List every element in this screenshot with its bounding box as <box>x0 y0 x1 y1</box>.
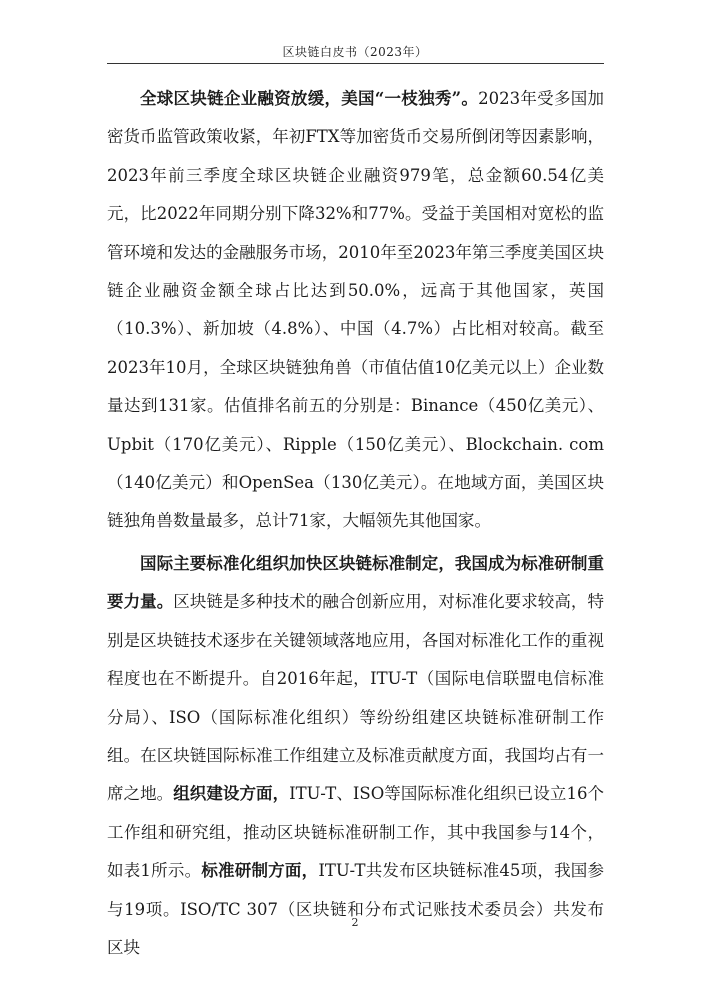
running-header: 区块链白皮书（2023年） <box>282 45 428 59</box>
paragraph-body-financing: 2023年受多国加密货币监管政策收紧，年初FTX等加密货币交易所倒闭等因素影响，2023年前三季度全球区块链企业融资979笔，总金额60.54亿美元，比2022年同期分别下降32%和77%。受益于美国相对宽松的监管环境和发达的金融服务市场，2010年至2023年第三季度美国区块链企业融资金额全球占比达到50.0%，远高于其他国家，英国（10.3%）、新加坡（4.8%）、中国（4.7%）占比相对较高。截至2023年10月，全球区块链独角兽（市值估值10亿美元以上）企业数量达到131家。估值排名前五的分别是：Binance（450亿美元）、Upbit（170亿美元）、Ripple（150亿美元）、Blockchain. com（140亿美元）和OpenSea（130亿美元）。在地域方面，美国区块链独角兽数量最多，总计71家，大幅领先其他国家。 <box>107 89 604 531</box>
paragraph-lead-financing: 全球区块链企业融资放缓，美国“一枝独秀”。 <box>140 89 479 108</box>
paragraph-body-standards-3: ITU-T共发布区块链标准45项，我国参与19项。ISO/TC 307（区块链和分布式记账技术委员会）共发布区块 <box>107 861 605 957</box>
document-body <box>107 80 604 967</box>
paragraph-lead-standards: 国际主要标准化组织加快区块链标准制定，我国成为标准研制重要力量。 <box>107 553 604 612</box>
paragraph-body-standards-2: ITU-T、ISO等国际标准化组织已设立16个工作组和研究组，推动区块链标准研制工作，其中我国参与14个，如表1所示。 <box>107 784 605 881</box>
subheading-organization: 组织建设方面， <box>173 784 290 804</box>
subheading-standard-development: 标准研制方面， <box>201 861 319 881</box>
page-number: 2 <box>351 916 359 929</box>
header-divider <box>107 63 604 64</box>
paragraph-financing <box>107 80 604 541</box>
paragraph-standards <box>107 545 604 967</box>
paragraph-body-standards-1: 区块链是多种技术的融合创新应用，对标准化要求较高，特别是区块链技术逐步在关键领域落地应用，各国对标准化工作的重视程度也在不断提升。自2016年起，ITU-T（国际电信联盟电信标准分局）、ISO（国际标准化组织）等纷纷组建区块链标准研制工作组。在区块链国际标准工作组建立及标准贡献度方面，我国均占有一席之地。 <box>107 592 605 804</box>
